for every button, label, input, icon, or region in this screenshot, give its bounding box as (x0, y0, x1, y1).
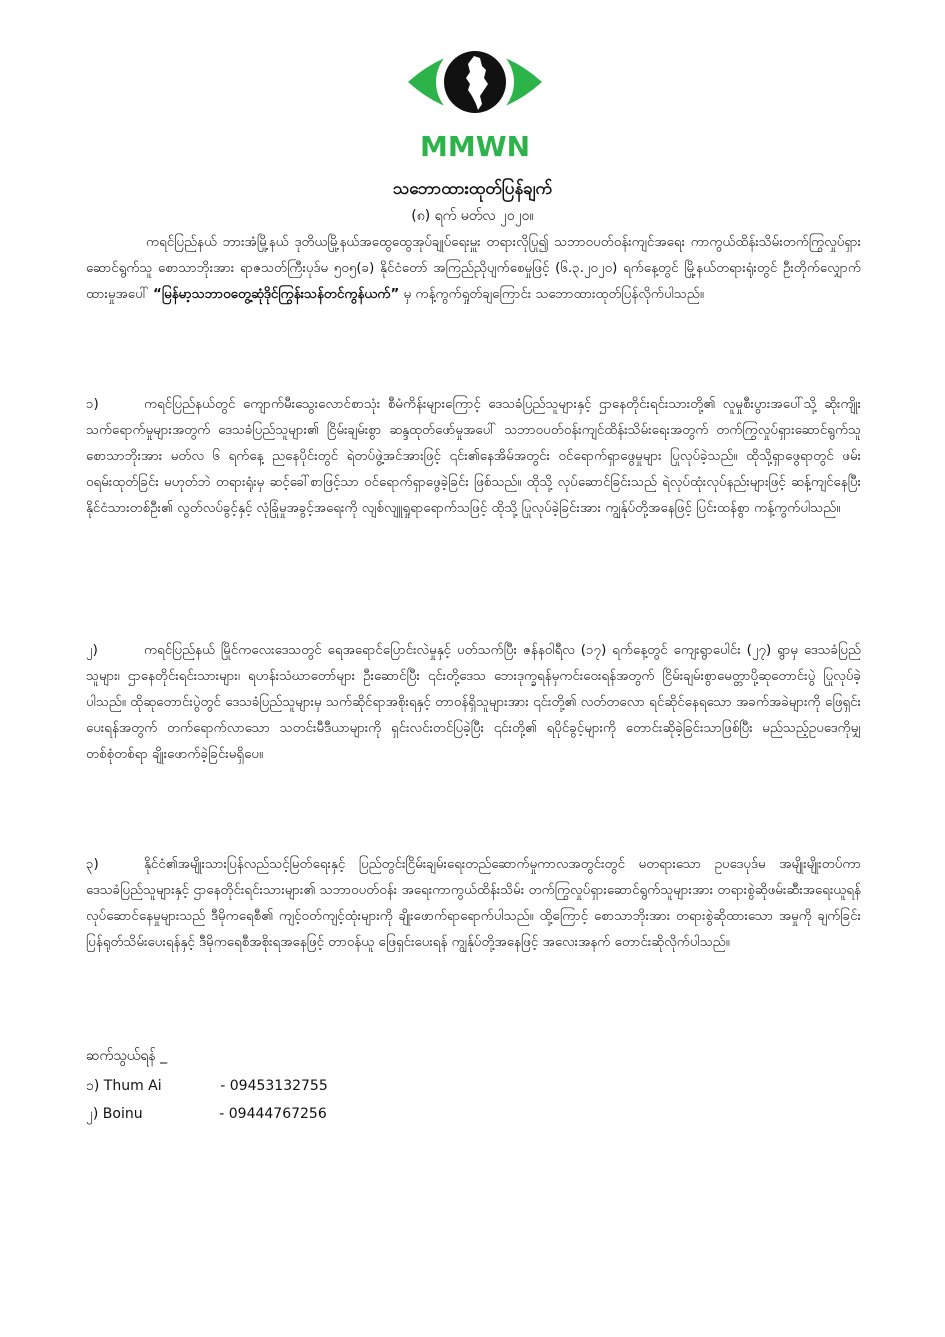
contact-heading: ဆက်သွယ်ရန် _ (86, 1048, 168, 1064)
contact-phone: - 09444767256 (219, 1106, 327, 1122)
point-1 (86, 392, 861, 522)
point-text: ကရင်ပြည်နယ် မြိုင်ကလေးဒေသတွင် ရေအရောင်ပြောင်းလဲမှုနှင့် ပတ်သက်ပြီး ဇန်နဝါရီလ (၁၇) ရက်နေ့တွင် ကျေးရွာပေါင်း (၂၇) ရွာမှ ဒေသခံပြည်သူများ၊ ဌာနေတိုင်းရင်းသားများ၊ ရဟန်းသံဃာတော်များ ဦးဆောင်ပြီး ၎င်းတို့ဒေသ ဘေးဒုက္ခရန်မှကင်းဝေးရန်အတွက် ငြိမ်းချမ်းစွာမေတ္တာပို့ဆုတောင်းပွဲ ပြုလုပ်ခဲ့ပါသည်။ ထိုဆုတောင်းပွဲတွင် ဒေသခံပြည်သူများမှ သက်ဆိုင်ရာအစိုးရနှင့် တာဝန်ရှိသူများအား ၎င်းတို့၏ လတ်တလော ရင်ဆိုင်နေရသော အခက်အခဲများကို ဖြေရှင်းပေးရန်အတွက် တက်ရောက်လာသော သတင်းမီဒီယာများကို ရှင်းလင်းတင်ပြခဲ့ပြီး ၎င်းတို့၏ ရပိုင်ခွင့်များကို တောင်းဆိုခဲ့ခြင်းသာဖြစ်ပြီး မည်သည့်ဥပဒေကိုမျှ တစ်စုံတစ်ရာ ချိုးဖောက်ခဲ့ခြင်းမရှိပေ။ (86, 643, 861, 762)
point-text: ကရင်ပြည်နယ်တွင် ကျောက်မီးသွေးလောင်စာသုံး စီမံကိန်းများကြောင့် ဒေသခံပြည်သူများနှင့် ဌာနေတိုင်းရင်းသားတို့၏ လူမှုစီးပွားအပေါ်သို့ ဆိုးကျိုးသက်ရောက်မှုများအတွက် ဒေသခံပြည်သူများ၏ ငြိမ်းချမ်းစွာ ဆန္ဒထုတ်ဖော်မှုအပေါ် သဘာဝပတ်ဝန်းကျင်ထိန်းသိမ်းရေးအတွက် တက်ကြွလှုပ်ရှားဆောင်ရွက်သူ စောသာဘိုးအား မတ်လ ၆ ရက်နေ့ ညနေပိုင်းတွင် ရဲတပ်ဖွဲ့အင်အားဖြင့် ၎င်း၏နေအိမ်အတွင်း ဝင်ရောက်ရှာဖွေမှုများ ပြုလုပ်ခဲ့သည်။ ထိုသို့ရှာဖွေရာတွင် ဖမ်းဝရမ်းထုတ်ခြင်း မဟုတ်ဘဲ တရားရုံးမှ ဆင့်ခေါ်စာဖြင့်သာ ဝင်ရောက်ရှာဖွေခဲ့ခြင်း ဖြစ်သည်။ ထိုသို့ လုပ်ဆောင်ခြင်းသည် ရဲလုပ်ထုံးလုပ်နည်းများဖြင့် ဆန့်ကျင်နေပြီး နိုင်ငံသားတစ်ဦး၏ လွတ်လပ်ခွင့်နှင့် လုံခြုံမှုအခွင့်အရေးကို လျစ်လျူရှုရာရောက်သဖြင့် ထိုသို့ ပြုလုပ်ခဲ့ခြင်းအား ကျွန်ုပ်တို့အနေဖြင့် ပြင်းထန်စွာ ကန့်ကွက်ပါသည်။ (86, 397, 861, 516)
intro-paragraph (86, 230, 861, 308)
point-3 (86, 852, 861, 956)
mmwn-logo (400, 30, 550, 160)
point-number: ၂) (86, 643, 98, 658)
contact-number: ၂) (86, 1106, 99, 1122)
contact-item (86, 1104, 327, 1125)
statement-date: (၈) ရက် မတ်လ ၂၀၂၀။ (411, 208, 534, 224)
contact-phone: - 09453132755 (220, 1078, 328, 1094)
contact-number: ၁) (86, 1078, 100, 1094)
point-number: ၁) (86, 397, 99, 412)
intro-text-post: မှ ကန့်ကွက်ရှုတ်ချကြောင်း သဘောထားထုတ်ပြန်လိုက်ပါသည်။ (403, 287, 704, 302)
eye-map-icon (400, 30, 550, 160)
intro-network-name: “မြန်မာ့သဘာ၀တွေ့ဆုံဒိုင်ကြွန်းသန်တင်ကွန်ယက်” (153, 287, 400, 302)
point-2 (86, 638, 861, 768)
point-number: ၃) (86, 857, 99, 872)
logo-wordmark: MMWN (419, 130, 531, 160)
contact-name: Boinu (102, 1106, 143, 1122)
contact-name: Thum Ai (103, 1078, 162, 1094)
intro-text-pre: ကရင်ပြည်နယ် ဘားအံမြို့နယ် ဒုတိယမြို့နယ်အထွေထွေအုပ်ချုပ်ရေးမှူး တရားလိုပြု၍ သဘာဝပတ်ဝန်းကျင်အရေး ကာကွယ်ထိန်းသိမ်းတက်ကြွလှုပ်ရှားဆောင်ရွက်သူ စောသာဘိုးအား ရာဇသတ်ကြီးပုဒ်မ ၅၀၅(ခ) နိုင်ငံတော် အကြည်ညိုပျက်စေမှုဖြင့် (၆.၃.၂၀၂၀) ရက်နေ့တွင် မြို့နယ်တရားရုံးတွင် ဦးတိုက်လျှောက်ထားမှုအပေါ် (86, 235, 861, 302)
contact-item (86, 1076, 328, 1097)
point-text: နိုင်ငံ၏အမျိုးသားပြန်လည်သင့်မြတ်ရေးနှင့် ပြည်တွင်းငြိမ်းချမ်းရေးတည်ဆောက်မှုကာလအတွင်းတွင် မတရားသော ဥပဒေပုဒ်မ အမျိုးမျိုးတပ်ကာ ဒေသခံပြည်သူများနှင့် ဌာနေတိုင်းရင်းသားများ၏ သဘာဝပတ်ဝန်း အရေးကာကွယ်ထိန်းသိမ်း တက်ကြွလှုပ်ရှားဆောင်ရွက်သူများအား တရားစွဲဆိုဖမ်းဆီးအရေးယူရန် လုပ်ဆောင်နေမှုများသည် ဒီမိုကရေစီ၏ ကျင့်ဝတ်ကျင့်ထုံးများကို ချိုးဖောက်ရာရောက်ပါသည်။ ထို့ကြောင့် စောသာဘိုးအား တရားစွဲဆိုထားသော အမှုကို ချက်ခြင်းပြန်ရုတ်သိမ်းပေးရန်နှင့် ဒီမိုကရေစီအစိုးရအနေဖြင့် တာဝန်ယူ ဖြေရှင်းပေးရန် ကျွန်ုပ်တို့အနေဖြင့် အလေးအနက် တောင်းဆိုလိုက်ပါသည်။ (86, 857, 861, 950)
statement-title: သဘောထားထုတ်ပြန်ချက် (392, 179, 553, 199)
